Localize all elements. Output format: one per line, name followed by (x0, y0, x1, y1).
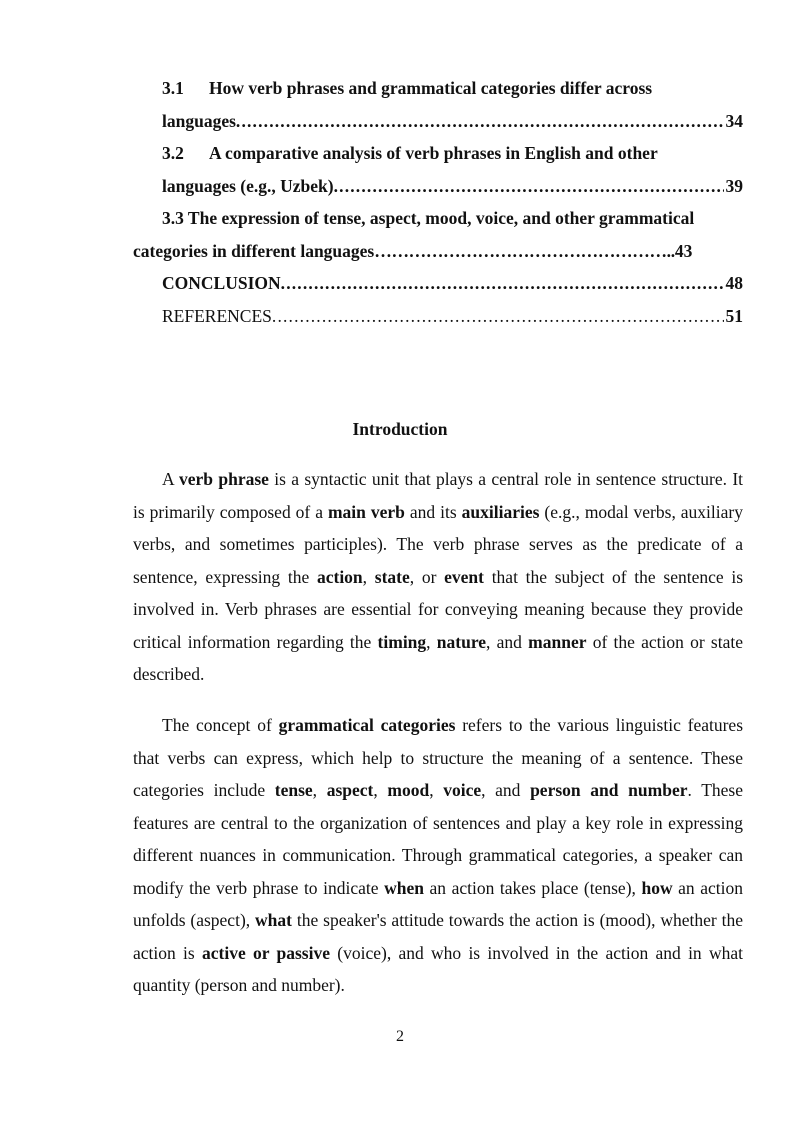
text-run: The concept of (162, 715, 279, 735)
toc-entry-3-3 (133, 202, 743, 235)
toc-entry-3-2 (133, 137, 743, 170)
toc-entry-references (133, 300, 743, 333)
bold-term: event (444, 566, 484, 587)
toc-page-number: 39 (725, 175, 743, 196)
text-run: is a syntactic unit that plays a central role in sentence structure. It is primarily composed of a (133, 469, 744, 522)
text-run: an action takes place (tense), (423, 877, 642, 898)
toc-title: CONCLUSION (162, 273, 281, 293)
text-run: the speaker's attitude towards the action is (mood), whether the action is (133, 910, 743, 963)
toc-entry-3-2-cont (133, 170, 743, 203)
text-run: , (373, 780, 388, 800)
text-run: (voice), and who is involved in the action and in what quantity (person and number). (133, 942, 743, 995)
bold-term: auxiliaries (461, 501, 540, 522)
text-run: , (362, 566, 375, 587)
bold-term: state (374, 566, 410, 587)
toc-page-number: 48 (725, 273, 743, 293)
toc-title: 3.3 The expression of tense, aspect, mood, voice, and other grammatical (162, 208, 695, 228)
bold-term: main verb (327, 501, 405, 522)
toc-page-number: 43 (674, 240, 693, 261)
text-run: refers to the various linguistic features that verbs can express, which help to structure the meaning of a sentence. These categories include (133, 715, 744, 800)
toc-title: REFERENCES (162, 305, 272, 326)
toc-page-number: 51 (725, 305, 743, 326)
toc-page-number: 34 (725, 110, 743, 131)
bold-term: what (255, 910, 292, 930)
text-run: A (162, 469, 180, 489)
bold-term: mood (387, 780, 430, 800)
bold-term: timing (377, 631, 427, 652)
text-run: and its (404, 501, 462, 522)
page-number: 2 (396, 1028, 404, 1045)
toc-entry-conclusion (133, 267, 743, 300)
text-run: . These features are central to the organization of sentences and play a key role in expressing different nuances in communication. Through grammatical categories, a speaker can modify the verb phrase to indicate (133, 780, 743, 898)
toc-leader-dots (334, 170, 724, 203)
bold-term: aspect (326, 780, 374, 800)
toc-title: languages (162, 110, 236, 131)
toc-title: languages (e.g., Uzbek) (162, 175, 334, 196)
toc-entry-3-1 (133, 72, 743, 105)
toc-leader-dots (281, 267, 724, 300)
toc-title: How verb phrases and grammatical categories differ across (209, 78, 653, 98)
bold-term: action (316, 566, 363, 587)
text-run: , (426, 631, 437, 652)
bold-term: active or passive (202, 942, 330, 963)
bold-term: nature (436, 631, 487, 652)
bold-term: manner (528, 631, 587, 652)
bold-term: person and number (530, 780, 688, 800)
text-run: , and (486, 631, 529, 652)
toc-leader-dots (236, 105, 724, 138)
text-run: that the subject of the sentence is involved in. Verb phrases are essential for conveying meaning because they provide critical information regarding the (133, 566, 744, 652)
text-run: , (312, 780, 327, 800)
bold-term: how (641, 877, 673, 898)
intro-paragraph-2 (133, 709, 743, 1002)
text-run: of the action or state described. (133, 631, 743, 684)
text-run: , (429, 780, 444, 800)
text-run: (e.g., modal verbs, auxiliary verbs, and sometimes participles). The verb phrase serves as the predicate of a sentence, expressing the (133, 501, 743, 587)
toc-leader-dots: …………………………………………….. (374, 240, 675, 261)
bold-term: tense (274, 780, 313, 800)
toc-title: A comparative analysis of verb phrases in English and other (209, 143, 658, 163)
intro-paragraph-1 (133, 463, 743, 691)
text-run: , or (409, 566, 445, 587)
bold-term: when (384, 877, 424, 898)
toc-entry-3-1-cont (133, 105, 743, 138)
toc-title: categories in different languages (133, 240, 375, 261)
bold-term: grammatical categories (278, 715, 456, 735)
text-run: an action unfolds (aspect), (133, 877, 743, 930)
bold-term: verb phrase (179, 469, 269, 489)
toc-leader-dots (272, 300, 724, 333)
table-of-contents (133, 72, 743, 332)
section-heading: Introduction (352, 419, 448, 439)
text-run: , and (481, 780, 531, 800)
toc-number: 3.1 (162, 78, 184, 98)
toc-entry-3-3-cont (133, 235, 743, 268)
toc-number: 3.2 (162, 143, 184, 163)
bold-term: voice (443, 780, 482, 800)
